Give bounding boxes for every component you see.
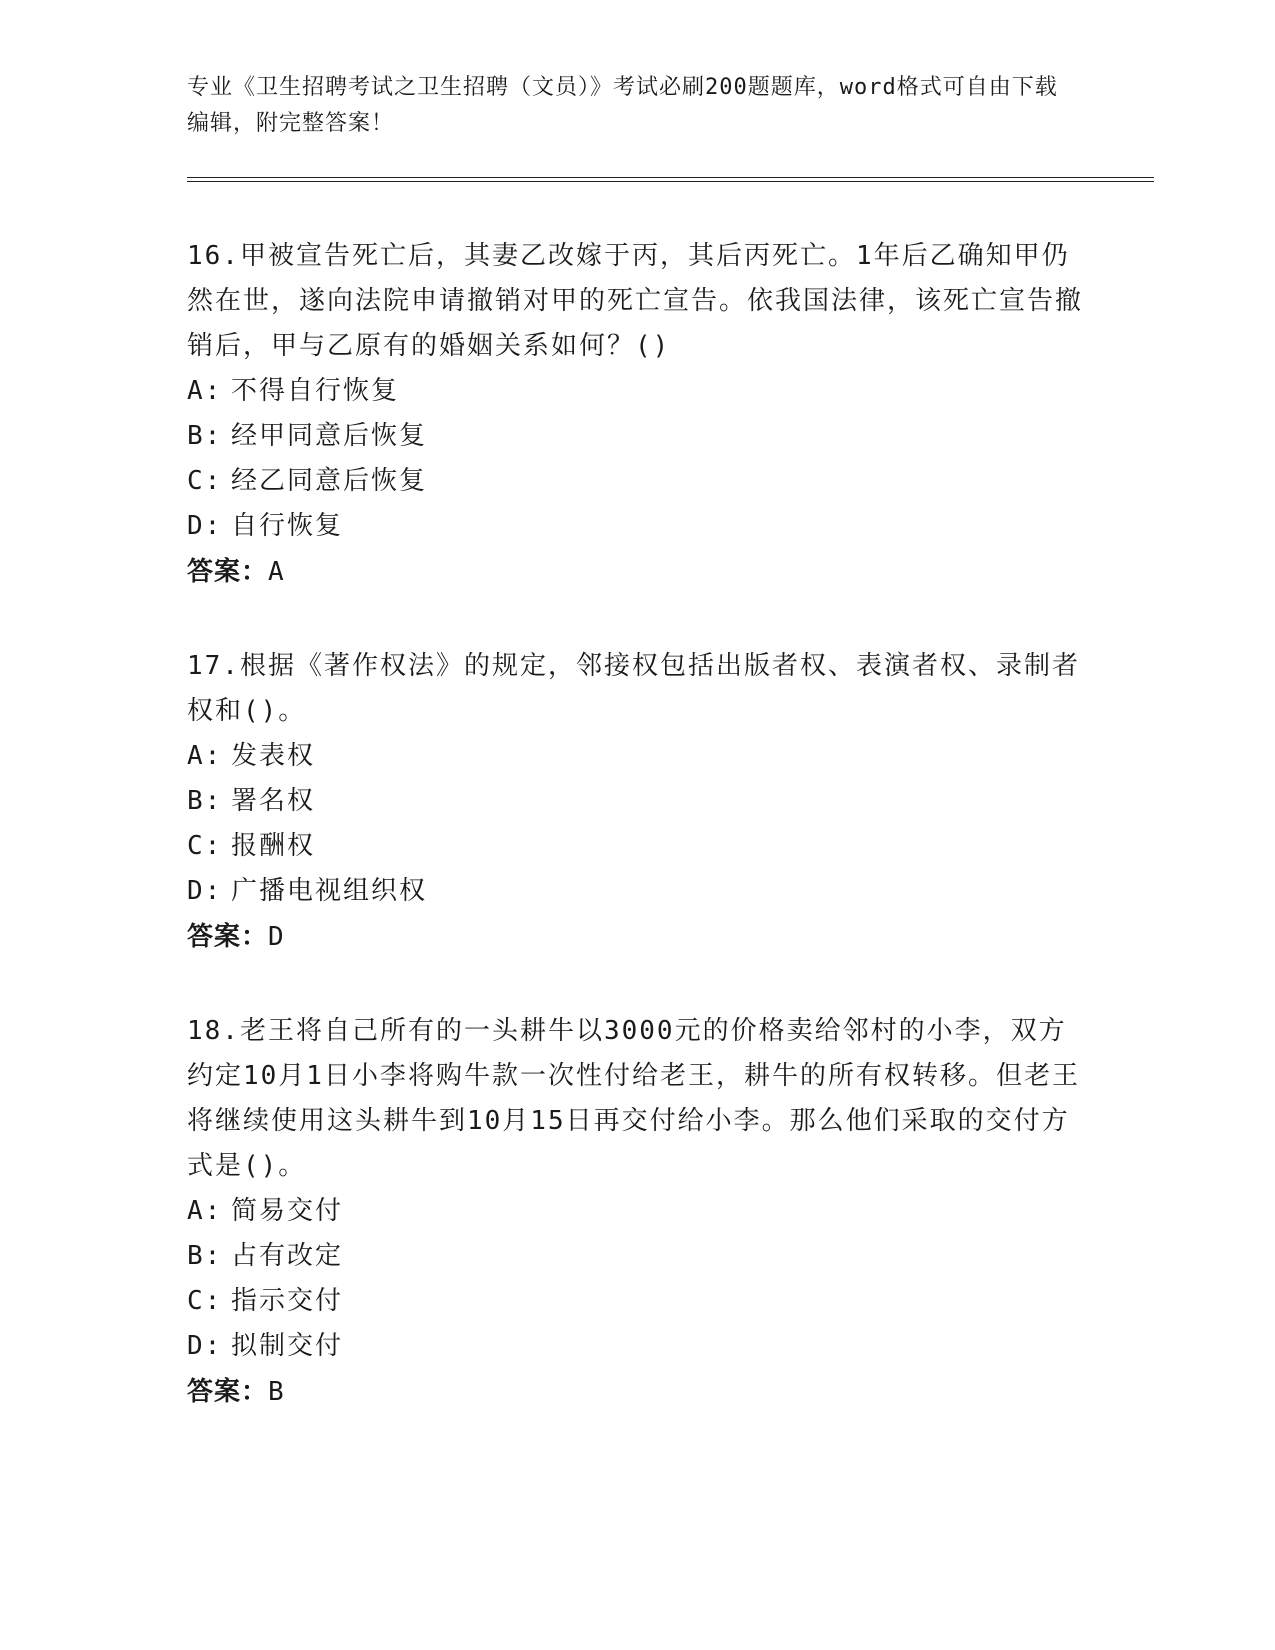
question-stem: 16.甲被宣告死亡后，其妻乙改嫁于丙，其后丙死亡。1年后乙确知甲仍然在世，遂向法院申请撤销对甲的死亡宣告。依我国法律，该死亡宣告撤销后，甲与乙原有的婚姻关系如何？() bbox=[187, 241, 1084, 361]
answer-prefix: 答案： bbox=[187, 557, 269, 587]
answer-value: D bbox=[268, 922, 285, 952]
option-a bbox=[187, 1189, 1087, 1234]
question-17 bbox=[187, 644, 1087, 960]
option-label: D: bbox=[187, 1331, 223, 1361]
option-b bbox=[187, 779, 1087, 824]
answer-value: A bbox=[268, 557, 285, 587]
header-text: 专业《卫生招聘考试之卫生招聘（文员）》考试必刷200题题库，word格式可自由下载编辑，附完整答案！ bbox=[187, 75, 1058, 136]
document-header bbox=[187, 70, 1067, 142]
question-stem: 18.老王将自己所有的一头耕牛以3000元的价格卖给邻村的小李，双方约定10月1日小李将购牛款一次性付给老王，耕牛的所有权转移。但老王将继续使用这头耕牛到10月15日再交付给小李。那么他们采取的交付方式是()。 bbox=[187, 1016, 1080, 1181]
option-label: C: bbox=[187, 1286, 223, 1316]
option-text: 经甲同意后恢复 bbox=[231, 421, 428, 451]
answer-line bbox=[187, 549, 1087, 595]
option-a bbox=[187, 369, 1087, 414]
option-text: 署名权 bbox=[231, 786, 316, 816]
option-text: 简易交付 bbox=[231, 1196, 344, 1226]
option-d bbox=[187, 869, 1087, 914]
option-label: B: bbox=[187, 421, 223, 451]
option-text: 自行恢复 bbox=[231, 511, 344, 541]
option-label: A: bbox=[187, 376, 223, 406]
option-label: D: bbox=[187, 876, 223, 906]
option-text: 占有改定 bbox=[231, 1241, 344, 1271]
option-c bbox=[187, 824, 1087, 869]
answer-value: B bbox=[268, 1377, 285, 1407]
question-stem: 17.根据《著作权法》的规定，邻接权包括出版者权、表演者权、录制者权和()。 bbox=[187, 651, 1080, 726]
option-d bbox=[187, 504, 1087, 549]
option-c bbox=[187, 1279, 1087, 1324]
option-label: B: bbox=[187, 786, 223, 816]
option-c bbox=[187, 459, 1087, 504]
option-a bbox=[187, 734, 1087, 779]
header-divider-bottom bbox=[187, 181, 1154, 182]
answer-line bbox=[187, 914, 1087, 960]
option-text: 拟制交付 bbox=[231, 1331, 344, 1361]
option-text: 广播电视组织权 bbox=[231, 876, 428, 906]
option-label: A: bbox=[187, 741, 223, 771]
option-label: A: bbox=[187, 1196, 223, 1226]
option-text: 发表权 bbox=[231, 741, 316, 771]
option-text: 报酬权 bbox=[231, 831, 316, 861]
option-d bbox=[187, 1324, 1087, 1369]
option-label: B: bbox=[187, 1241, 223, 1271]
answer-prefix: 答案： bbox=[187, 1377, 269, 1407]
option-b bbox=[187, 414, 1087, 459]
option-text: 经乙同意后恢复 bbox=[231, 466, 428, 496]
header-divider-top bbox=[187, 177, 1154, 178]
option-text: 不得自行恢复 bbox=[231, 376, 400, 406]
question-16 bbox=[187, 234, 1087, 595]
answer-line bbox=[187, 1369, 1087, 1415]
option-label: C: bbox=[187, 466, 223, 496]
question-18 bbox=[187, 1009, 1087, 1415]
option-label: D: bbox=[187, 511, 223, 541]
answer-prefix: 答案： bbox=[187, 922, 269, 952]
option-text: 指示交付 bbox=[231, 1286, 344, 1316]
option-label: C: bbox=[187, 831, 223, 861]
option-b bbox=[187, 1234, 1087, 1279]
